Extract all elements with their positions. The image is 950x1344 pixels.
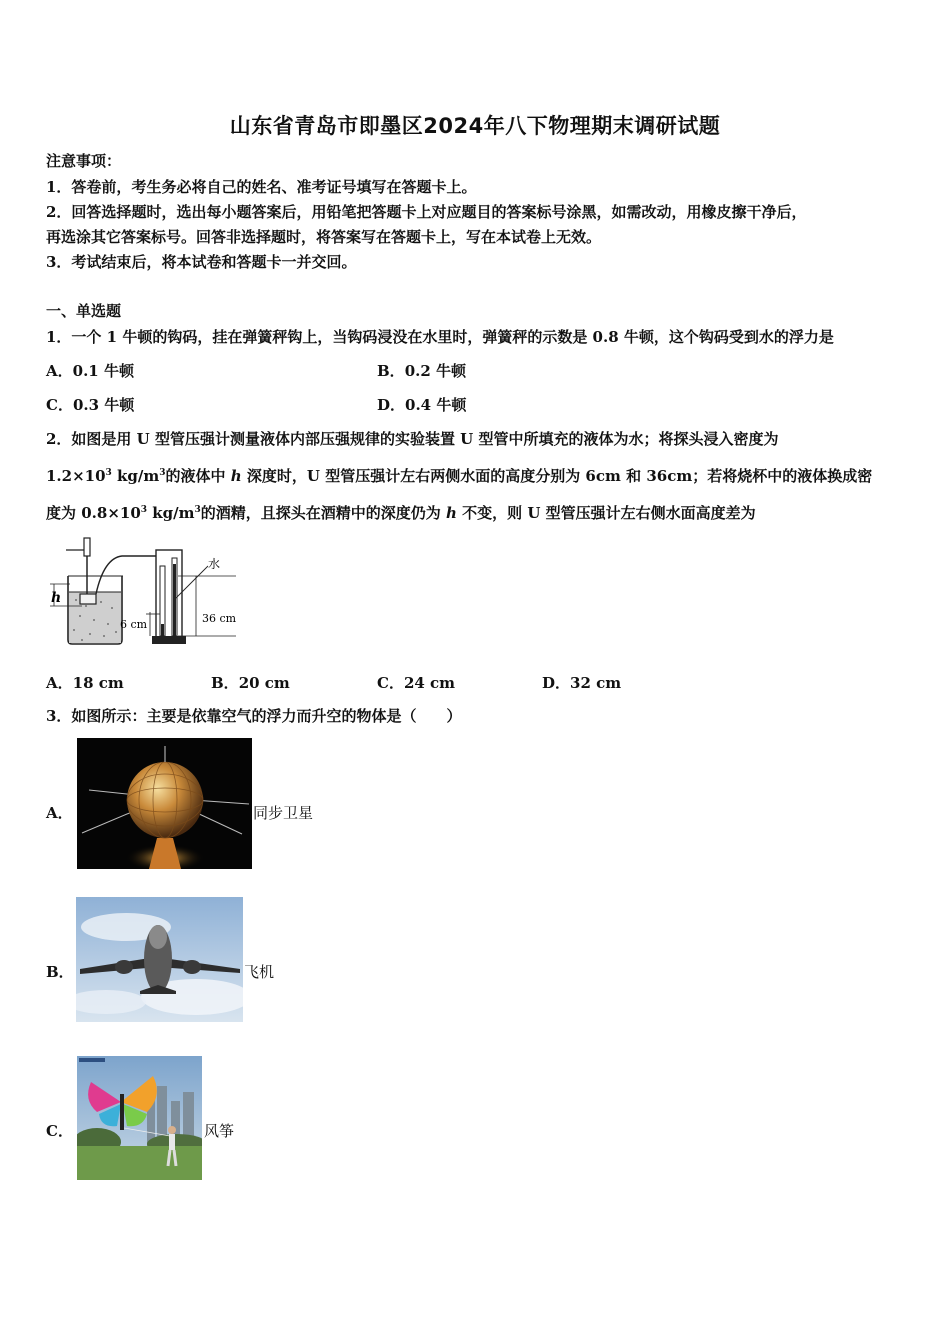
question-2-line-2 <box>46 466 872 486</box>
text-part: kg/m <box>147 504 195 522</box>
option-text: 24 cm <box>403 674 456 692</box>
figure-label-6cm: 6 cm <box>120 618 148 631</box>
exponent: 3 <box>105 468 112 478</box>
question-2-line-3 <box>46 503 756 523</box>
q3-option-b-key: B． <box>46 963 74 981</box>
u-tube-manometer-figure <box>46 536 246 648</box>
q1-option-a <box>46 361 134 381</box>
variable-h: h <box>446 504 457 522</box>
q3-option-b-caption: 飞机 <box>244 963 275 981</box>
option-key: B． <box>377 362 405 380</box>
q2-option-b <box>211 673 290 693</box>
exponent: 3 <box>159 468 166 478</box>
notice-item-3: 3．考试结束后，将本试卷和答题卡一并交回。 <box>46 253 357 271</box>
option-text: 18 cm <box>72 674 124 692</box>
option-key: B． <box>211 674 239 692</box>
exponent: 3 <box>194 505 201 515</box>
question-1-text: 1．一个 1 牛顿的钩码，挂在弹簧秤钩上，当钩码浸没在水里时，弹簧秤的示数是 0.8 牛顿，这个钩码受到水的浮力是 <box>46 328 834 346</box>
text-part: 1.2×10 <box>46 467 106 485</box>
q3-option-a-caption: 同步卫星 <box>253 804 314 822</box>
q3-option-c-key: C． <box>46 1122 73 1140</box>
q3-option-a-key: A． <box>46 804 73 822</box>
q3-option-c-caption: 风筝 <box>204 1122 235 1140</box>
airplane-image <box>76 897 243 1022</box>
text-part: 深度时，U 型管压强计左右两侧水面的高度分别为 6cm 和 36cm；若将烧杯中的液体换成密 <box>241 467 873 485</box>
option-text: 0.2 牛顿 <box>404 362 467 380</box>
notice-item-1: 1．答卷前，考生务必将自己的姓名、准考证号填写在答题卡上。 <box>46 178 477 196</box>
q2-option-d <box>542 673 621 693</box>
text-part: 的酒精，且探头在酒精中的深度仍为 <box>200 504 446 522</box>
notice-item-2: 2．回答选择题时，选出每小题答案后，用铅笔把答题卡上对应题目的答案标号涂黑，如需改动，用橡皮擦干净后， <box>46 203 807 221</box>
q1-option-d <box>377 395 466 415</box>
satellite-image <box>77 738 252 869</box>
notice-heading: 注意事项： <box>46 152 122 170</box>
variable-h: h <box>230 467 242 485</box>
section-heading: 一、单选题 <box>46 302 122 320</box>
option-key: C． <box>377 674 404 692</box>
question-3-text: 3．如图所示：主要是依靠空气的浮力而升空的物体是（ ） <box>46 707 462 725</box>
figure-label-h: h <box>51 590 62 606</box>
option-text: 0.1 牛顿 <box>72 362 134 380</box>
text-part: 的液体中 <box>165 467 231 485</box>
option-key: A． <box>46 674 73 692</box>
kite-image <box>77 1056 202 1180</box>
option-text: 0.4 牛顿 <box>405 396 467 414</box>
option-text: 0.3 牛顿 <box>72 396 135 414</box>
q1-option-c <box>46 395 134 415</box>
figure-label-36cm: 36 cm <box>202 612 237 625</box>
q2-option-a <box>46 673 124 693</box>
option-text: 32 cm <box>570 674 622 692</box>
option-key: D． <box>542 674 571 692</box>
text-part: 不变，则 U 型管压强计左右侧水面高度差为 <box>456 504 756 522</box>
option-key: C． <box>46 396 73 414</box>
option-key: D． <box>377 396 406 414</box>
question-2-line-1: 2．如图是用 U 型管压强计测量液体内部压强规律的实验装置 U 型管中所填充的液体为水；将探头浸入密度为 <box>46 430 779 448</box>
text-part: kg/m <box>111 467 160 485</box>
exponent: 3 <box>140 505 148 515</box>
option-text: 20 cm <box>238 674 290 692</box>
figure-label-water: 水 <box>208 557 221 571</box>
q1-option-b <box>377 361 466 381</box>
text-part: 度为 0.8×10 <box>46 504 141 522</box>
option-key: A． <box>46 362 73 380</box>
exam-title: 山东省青岛市即墨区2024年八下物理期末调研试题 <box>229 114 721 138</box>
notice-item-2-cont: 再选涂其它答案标号。回答非选择题时，将答案写在答题卡上，写在本试卷上无效。 <box>46 228 602 246</box>
q2-option-c <box>377 673 455 693</box>
